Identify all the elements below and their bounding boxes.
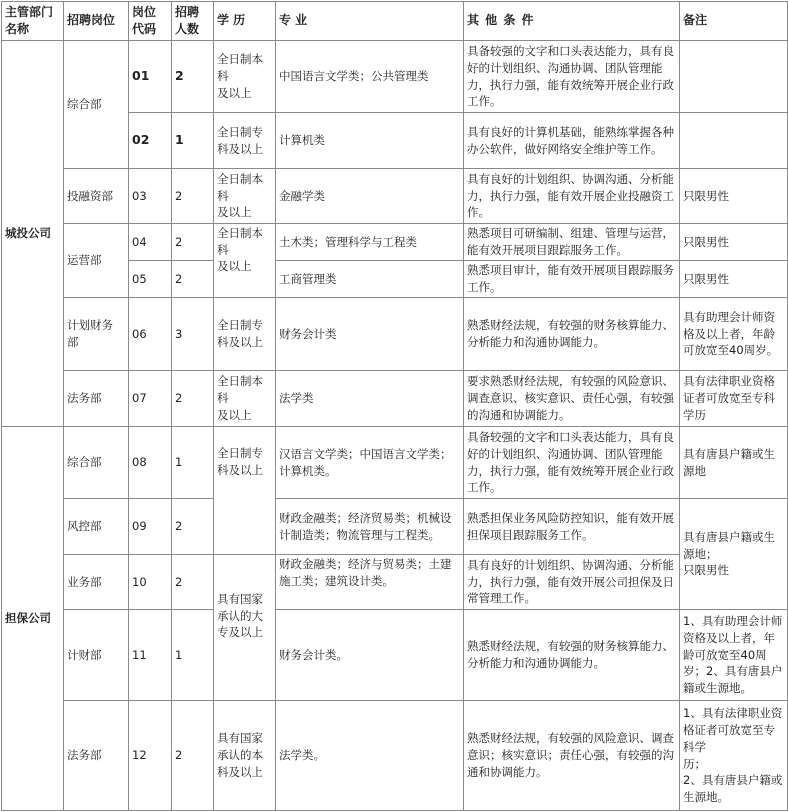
- table-row: [2, 555, 788, 610]
- remark-cell: 只限男性: [680, 169, 788, 224]
- code-cell: 12: [129, 701, 172, 811]
- major-cell: 财务会计类。: [276, 610, 464, 701]
- major-cell: 财务会计类: [276, 298, 464, 371]
- code-cell: 06: [129, 298, 172, 371]
- major-cell: 汉语言文学类；中国语言文学类； 计算机类。: [276, 427, 464, 499]
- other-cell: 熟悉项目可研编制、组建、管理与运营，能有效开展项目跟踪服务工作。: [464, 224, 680, 261]
- count-cell: 3: [172, 298, 214, 371]
- remark-cell: 具有唐县户籍或生源地； 只限男性: [680, 499, 788, 610]
- other-cell: 具有良好的计算机基础，能熟练掌握各种办公软件，做好网络安全维护等工作。: [464, 113, 680, 169]
- other-cell: 要求熟悉财经法规，有较强的风险意识、调查意识、核实意识、责任心强，有较强的沟通和协调能力。: [464, 371, 680, 427]
- other-cell: 具有良好的计划组织、协调沟通、分析能力，执行力强，能有效开展企业投融资工作。: [464, 169, 680, 224]
- major-cell: 财政金融类；经济贸易类；机械设计制造类；物流管理与工程类。: [276, 499, 464, 555]
- code-cell: 01: [129, 41, 172, 113]
- other-cell: 熟悉项目审计，能有效开展项目跟踪服务工作。: [464, 261, 680, 298]
- post-cell: 法务部: [64, 701, 129, 811]
- post-cell: 投融资部: [64, 169, 129, 224]
- code-cell: 11: [129, 610, 172, 701]
- count-cell: 2: [172, 169, 214, 224]
- post-cell: 计划财务 部: [64, 298, 129, 371]
- edu-cell: 全日制本 科 及以上: [214, 224, 276, 298]
- remark-cell: [680, 113, 788, 169]
- code-cell: 07: [129, 371, 172, 427]
- post-cell: 计财部: [64, 610, 129, 701]
- dept-cell: 城投公司: [2, 41, 64, 427]
- table-row: [2, 371, 788, 427]
- table-row: [2, 499, 788, 555]
- table-row: [2, 169, 788, 224]
- count-cell: 2: [172, 555, 214, 610]
- code-cell: 03: [129, 169, 172, 224]
- major-cell: 中国语言文学类；公共管理类: [276, 41, 464, 113]
- other-cell: 熟悉担保业务风险防控知识，能有效开展担保项目跟踪服务工作。: [464, 499, 680, 555]
- other-cell: 熟悉财经法规，有较强的财务核算能力、分析能力和沟通协调能力。: [464, 298, 680, 371]
- remark-cell: 只限男性: [680, 224, 788, 261]
- count-cell: 1: [172, 610, 214, 701]
- code-cell: 02: [129, 113, 172, 169]
- remark-cell: 具有法律职业资格证者可放宽至专科学历: [680, 371, 788, 427]
- table-row: [2, 701, 788, 811]
- post-cell: 业务部: [64, 555, 129, 610]
- table-row: [2, 610, 788, 701]
- edu-cell: 全日制专 科及以上: [214, 298, 276, 371]
- table-row: [2, 41, 788, 113]
- count-cell: 1: [172, 113, 214, 169]
- major-cell: 财政金融类；经济与贸易类；土建施工类；建筑设计类。: [276, 555, 464, 610]
- edu-cell: 全日制专 科及以上: [214, 113, 276, 169]
- code-cell: 09: [129, 499, 172, 555]
- code-cell: 04: [129, 224, 172, 261]
- header-count: 招聘 人数: [172, 2, 214, 41]
- post-cell: 运营部: [64, 224, 129, 298]
- header-edu: 学 历: [214, 2, 276, 41]
- header-major: 专 业: [276, 2, 464, 41]
- post-cell: 法务部: [64, 371, 129, 427]
- major-cell: 工商管理类: [276, 261, 464, 298]
- edu-cell: 具有国家 承认的大 专及以上: [214, 555, 276, 701]
- other-cell: 具备较强的文字和口头表达能力，具有良好的计划组织、沟通协调、团队管理能力，执行力强，能有效统筹开展企业行政工作。: [464, 427, 680, 499]
- header-dept: 主管部门 名称: [2, 2, 64, 41]
- remark-cell: 具有助理会计师资格及以上者，年龄可放宽至40周岁。: [680, 298, 788, 371]
- table-row: [2, 427, 788, 499]
- edu-cell: 全日制本 科 及以上: [214, 371, 276, 427]
- count-cell: 2: [172, 224, 214, 261]
- remark-cell: [680, 41, 788, 113]
- edu-cell: 全日制专 科及以上: [214, 427, 276, 555]
- code-cell: 10: [129, 555, 172, 610]
- header-code: 岗位 代码: [129, 2, 172, 41]
- major-cell: 法学类。: [276, 701, 464, 811]
- dept-cell: 担保公司: [2, 427, 64, 811]
- edu-cell: 具有国家 承认的本 科及以上: [214, 701, 276, 811]
- remark-cell: 1、具有助理会计师资格及以上者，年龄可放宽至40周岁；2、具有唐县户籍或生源地。: [680, 610, 788, 701]
- code-cell: 08: [129, 427, 172, 499]
- code-cell: 05: [129, 261, 172, 298]
- remark-cell: 只限男性: [680, 261, 788, 298]
- count-cell: 2: [172, 41, 214, 113]
- recruitment-table: [1, 1, 788, 811]
- major-cell: 金融学类: [276, 169, 464, 224]
- post-cell: 综合部: [64, 41, 129, 169]
- remark-cell: 1、具有法律职业资格证者可放宽至专科学 历； 2、具有唐县户籍或生源地。: [680, 701, 788, 811]
- table-row: [2, 298, 788, 371]
- header-post: 招聘岗位: [64, 2, 129, 41]
- other-cell: 熟悉财经法规，有较强的风险意识、调查意识；核实意识；责任心强，有较强的沟通和协调能力。: [464, 701, 680, 811]
- major-cell: 计算机类: [276, 113, 464, 169]
- header-remark: 备注: [680, 2, 788, 41]
- major-cell: 法学类: [276, 371, 464, 427]
- other-cell: 具有良好的计划组织、协调沟通、分析能力，执行力强，能有效开展公司担保及日常管理工作。: [464, 555, 680, 610]
- count-cell: 2: [172, 701, 214, 811]
- count-cell: 2: [172, 371, 214, 427]
- post-cell: 风控部: [64, 499, 129, 555]
- other-cell: 具备较强的文字和口头表达能力，具有良好的计划组织、沟通协调、团队管理能力，执行力强，能有效统筹开展企业行政工作。: [464, 41, 680, 113]
- count-cell: 2: [172, 499, 214, 555]
- post-cell: 综合部: [64, 427, 129, 499]
- other-cell: 熟悉财经法规，有较强的财务核算能力、分析能力和沟通协调能力。: [464, 610, 680, 701]
- edu-cell: 全日制本 科 及以上: [214, 41, 276, 113]
- header-other: 其 他 条 件: [464, 2, 680, 41]
- edu-cell: 全日制本 科 及以上: [214, 169, 276, 224]
- remark-cell: 具有唐县户籍或生源地: [680, 427, 788, 499]
- major-cell: 土木类；管理科学与工程类: [276, 224, 464, 261]
- table-row: [2, 224, 788, 261]
- count-cell: 2: [172, 261, 214, 298]
- count-cell: 1: [172, 427, 214, 499]
- header-row: [2, 2, 788, 41]
